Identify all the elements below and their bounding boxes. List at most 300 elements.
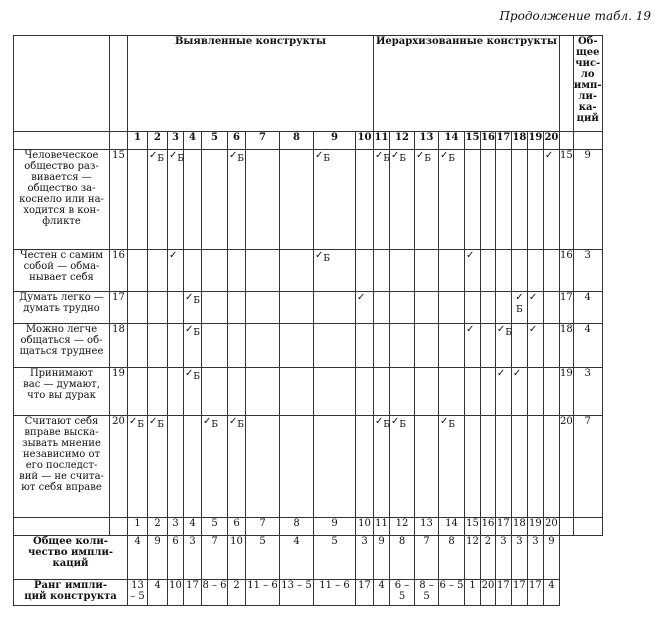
implication-mark <box>149 416 165 430</box>
blank-cell <box>559 536 573 580</box>
rows.4.label-line: вас — думают, <box>23 379 100 390</box>
row-total: 4 <box>573 292 602 324</box>
grid-cell <box>527 150 543 250</box>
column-number: 19 <box>527 132 543 150</box>
grid-cell <box>184 324 202 368</box>
empty-cell <box>110 518 128 536</box>
grid-cell <box>148 416 168 518</box>
construct-row <box>14 250 630 292</box>
grid-cell <box>202 324 228 368</box>
row-number: 18 <box>110 324 128 368</box>
grid-cell <box>356 368 374 416</box>
empty-cell <box>110 132 128 150</box>
check-icon: ✓ <box>357 292 366 303</box>
total-header-line: ка- <box>578 102 597 113</box>
total-implications-value: 5 <box>314 536 356 580</box>
construct-row <box>14 292 630 324</box>
check-icon: ✓ <box>149 150 158 161</box>
grid-cell <box>184 292 202 324</box>
blank-cell <box>573 536 602 580</box>
grid-cell <box>374 416 390 518</box>
grid-cell <box>511 324 527 368</box>
grid-cell <box>280 416 314 518</box>
grid-cell <box>148 150 168 250</box>
b-marker: Б <box>383 420 391 430</box>
grid-cell <box>228 150 246 250</box>
footer-column-number: 13 <box>415 518 439 536</box>
row-number: 19 <box>110 368 128 416</box>
b-marker: Б <box>237 420 245 430</box>
grid-cell <box>128 324 148 368</box>
grid-cell <box>439 324 465 368</box>
rank-value: 4 <box>148 580 168 606</box>
check-icon: ✓ <box>129 416 138 427</box>
footer-column-number: 20 <box>543 518 559 536</box>
column-number: 13 <box>415 132 439 150</box>
grid-cell <box>356 150 374 250</box>
grid-cell <box>314 368 356 416</box>
rank-value: 17 <box>511 580 527 606</box>
rank.label-line: ций конструкта <box>24 591 117 602</box>
construct-label <box>14 292 110 324</box>
grid-cell <box>439 416 465 518</box>
total-header-line: ло <box>580 69 595 80</box>
row-total: 4 <box>573 324 602 368</box>
rows.1.label-line: нывает себя <box>29 272 94 283</box>
total-implications-value: 7 <box>202 536 228 580</box>
grid-cell <box>495 324 511 368</box>
implication-mark <box>185 324 201 338</box>
grid-cell <box>374 368 390 416</box>
check-icon: ✓ <box>528 324 538 335</box>
grid-cell <box>481 416 496 518</box>
rows.5.label-line: его последст- <box>25 460 98 471</box>
implication-mark <box>466 325 474 335</box>
implication-mark <box>169 150 185 164</box>
construct-row <box>14 416 630 518</box>
rows.0.label-line: коснело или на- <box>19 194 104 205</box>
footer-column-number: 16 <box>481 518 496 536</box>
grid-cell <box>128 292 148 324</box>
check-icon: ✓ <box>440 416 449 427</box>
rank-value: 11 – 6 <box>246 580 280 606</box>
header-spacer <box>559 36 573 132</box>
check-icon: ✓ <box>416 150 425 161</box>
implication-mark <box>529 293 537 303</box>
grid-cell <box>374 292 390 324</box>
grid-cell <box>511 292 527 324</box>
rows.2.label-line: Думать легко — <box>19 292 104 303</box>
grid-cell <box>280 368 314 416</box>
grid-cell <box>228 416 246 518</box>
total-header-line: Об- <box>577 36 598 47</box>
grid-cell <box>390 150 415 250</box>
total-header-line: чис- <box>575 58 601 69</box>
column-number: 4 <box>184 132 202 150</box>
b-marker: Б <box>323 154 331 164</box>
empty-cell <box>559 518 573 536</box>
rows.5.label-line: вправе выска- <box>24 427 99 438</box>
grid-cell <box>246 416 280 518</box>
implication-grid-table <box>13 35 630 606</box>
check-icon: ✓ <box>391 150 400 161</box>
implication-mark <box>375 416 391 430</box>
grid-cell <box>184 250 202 292</box>
grid-cell <box>184 368 202 416</box>
rows.1.label-line: собой — обма- <box>23 261 100 272</box>
rows.0.label-line: общество раз- <box>24 161 99 172</box>
total-implications-value: 8 <box>439 536 465 580</box>
check-icon: ✓ <box>391 416 400 427</box>
rows.0.label-line: ходится в кон- <box>23 205 100 216</box>
header-row <box>14 36 630 132</box>
rank-value: 2 <box>228 580 246 606</box>
check-icon: ✓ <box>169 250 178 261</box>
grid-cell <box>374 150 390 250</box>
implication-mark <box>497 369 505 379</box>
grid-cell <box>465 150 481 250</box>
grid-cell <box>246 368 280 416</box>
grid-cell <box>543 292 559 324</box>
total-implications-value: 8 <box>390 536 415 580</box>
footer-column-number: 17 <box>495 518 511 536</box>
footer-column-number: 8 <box>280 518 314 536</box>
column-number: 2 <box>148 132 168 150</box>
rows.2.label-line: думать трудно <box>23 303 100 314</box>
grid-cell <box>246 292 280 324</box>
row-number-right: 18 <box>559 324 573 368</box>
check-icon: ✓ <box>528 292 538 303</box>
column-number: 6 <box>228 132 246 150</box>
rows.3.label-line: Можно легче <box>25 324 98 335</box>
grid-cell <box>356 416 374 518</box>
row-number-right: 16 <box>559 250 573 292</box>
check-icon: ✓ <box>203 416 212 427</box>
implication-mark <box>203 416 219 430</box>
footer-column-number: 9 <box>314 518 356 536</box>
footer-column-number: 6 <box>228 518 246 536</box>
rows.5.label-line: Считают себя <box>24 416 99 427</box>
footer-column-number: 12 <box>390 518 415 536</box>
total-implications-value: 3 <box>527 536 543 580</box>
grid-cell <box>168 292 184 324</box>
row-total: 9 <box>573 150 602 250</box>
footer-column-number: 5 <box>202 518 228 536</box>
grid-cell <box>543 368 559 416</box>
grid-cell <box>495 250 511 292</box>
b-marker: Б <box>193 372 201 382</box>
total-implications-value: 4 <box>128 536 148 580</box>
total-implications-row <box>14 536 630 580</box>
blank-cell <box>573 580 602 606</box>
rank-value: 17 <box>495 580 511 606</box>
total_implications.label-line: чество импли- <box>27 547 114 558</box>
implication-mark <box>149 150 165 164</box>
grid-cell <box>202 416 228 518</box>
construct-label <box>14 324 110 368</box>
total-implications-value: 10 <box>228 536 246 580</box>
grid-cell <box>543 324 559 368</box>
column-number: 3 <box>168 132 184 150</box>
implication-mark <box>545 151 553 161</box>
column-number: 18 <box>511 132 527 150</box>
implication-mark <box>513 369 521 379</box>
rows.5.label-line: вий — не счита- <box>19 471 104 482</box>
implication-mark <box>129 416 145 430</box>
grid-cell <box>390 416 415 518</box>
rank-row <box>14 580 630 606</box>
total-implications-header <box>573 36 602 132</box>
grid-cell <box>202 292 228 324</box>
total-implications-value: 6 <box>168 536 184 580</box>
footer-column-number: 14 <box>439 518 465 536</box>
b-marker: Б <box>193 296 201 306</box>
grid-cell <box>481 368 496 416</box>
column-number: 11 <box>374 132 390 150</box>
check-icon: ✓ <box>544 150 554 161</box>
row-number: 16 <box>110 250 128 292</box>
grid-cell <box>511 368 527 416</box>
column-number: 9 <box>314 132 356 150</box>
check-icon: ✓ <box>496 368 506 379</box>
rows.0.label-line: Человеческое <box>24 150 99 161</box>
implication-mark <box>391 416 407 430</box>
rank-value: 17 <box>527 580 543 606</box>
grid-cell <box>495 416 511 518</box>
rows.3.label-line: общаться — об- <box>20 335 103 346</box>
footer-column-number: 15 <box>465 518 481 536</box>
total-implications-value: 3 <box>184 536 202 580</box>
check-icon: ✓ <box>185 368 194 379</box>
rank-value: 20 <box>481 580 496 606</box>
row-number-right: 15 <box>559 150 573 250</box>
total_implications.label-line: Общее коли- <box>33 536 108 547</box>
b-marker: Б <box>505 328 512 338</box>
column-number: 1 <box>128 132 148 150</box>
rank-value: 10 <box>168 580 184 606</box>
row-total: 7 <box>573 416 602 518</box>
empty-cell <box>573 518 602 536</box>
grid-cell <box>390 250 415 292</box>
corner-num-cell <box>110 36 128 132</box>
grid-cell <box>543 150 559 250</box>
grid-cell <box>168 250 184 292</box>
b-marker: Б <box>157 154 165 164</box>
rank-value: 4 <box>374 580 390 606</box>
construct-row <box>14 368 630 416</box>
grid-cell <box>481 324 496 368</box>
grid-cell <box>314 250 356 292</box>
total-header-line: щее <box>575 47 600 58</box>
grid-cell <box>465 250 481 292</box>
grid-cell <box>148 250 168 292</box>
grid-cell <box>228 250 246 292</box>
total-header-line: ли- <box>578 91 598 102</box>
grid-cell <box>390 292 415 324</box>
grid-cell <box>128 250 148 292</box>
b-marker: Б <box>323 254 331 264</box>
rows.0.label-line: вивается — <box>31 172 92 183</box>
rank-value: 17 <box>184 580 202 606</box>
construct-row <box>14 324 630 368</box>
grid-cell <box>495 292 511 324</box>
grid-cell <box>465 368 481 416</box>
footer-column-number: 18 <box>511 518 527 536</box>
grid-cell <box>511 250 527 292</box>
total-implications-label <box>14 536 128 580</box>
grid-cell <box>527 324 543 368</box>
column-number: 14 <box>439 132 465 150</box>
footer-column-number: 19 <box>527 518 543 536</box>
blank-cell <box>559 580 573 606</box>
grid-cell <box>280 150 314 250</box>
grid-cell <box>202 250 228 292</box>
grid-cell <box>128 416 148 518</box>
check-icon: ✓ <box>315 150 324 161</box>
b-marker: Б <box>157 420 165 430</box>
b-marker: Б <box>399 420 407 430</box>
grid-cell <box>168 416 184 518</box>
check-icon: ✓ <box>512 368 522 379</box>
rows.4.label-line: Принимают <box>29 368 94 379</box>
grid-cell <box>184 416 202 518</box>
implication-mark <box>416 150 432 164</box>
grid-cell <box>527 292 543 324</box>
grid-cell <box>148 368 168 416</box>
empty-cell <box>14 132 110 150</box>
column-number: 16 <box>481 132 496 150</box>
total-header-line: имп- <box>573 80 602 91</box>
grid-cell <box>439 292 465 324</box>
grid-cell <box>148 292 168 324</box>
empty-cell <box>559 132 573 150</box>
total-implications-value: 9 <box>374 536 390 580</box>
check-icon: ✓ <box>315 250 324 261</box>
column-number: 7 <box>246 132 280 150</box>
implication-mark <box>169 251 177 261</box>
check-icon: ✓ <box>440 150 449 161</box>
rows.1.label-line: Честен с самим <box>19 250 104 261</box>
empty-cell <box>14 518 110 536</box>
row-number-right: 20 <box>559 416 573 518</box>
check-icon: ✓ <box>229 416 238 427</box>
footer-column-number: 3 <box>168 518 184 536</box>
check-icon: ✓ <box>496 324 506 335</box>
b-marker: Б <box>516 305 523 315</box>
row-number: 17 <box>110 292 128 324</box>
grid-cell <box>415 368 439 416</box>
implication-mark <box>391 150 407 164</box>
rank-value: 17 <box>356 580 374 606</box>
rank-value: 6 – 5 <box>390 580 415 606</box>
check-icon: ✓ <box>375 150 384 161</box>
implication-mark <box>496 324 512 338</box>
grid-cell <box>465 416 481 518</box>
implication-mark <box>357 293 365 303</box>
grid-cell <box>465 292 481 324</box>
grid-cell <box>415 150 439 250</box>
row-number: 20 <box>110 416 128 518</box>
implication-mark <box>229 416 245 430</box>
column-number: 5 <box>202 132 228 150</box>
grid-cell <box>527 368 543 416</box>
rank-value: 8 – 6 <box>202 580 228 606</box>
rows.0.label-line: общество за- <box>27 183 96 194</box>
rows.0.label-line: фликте <box>42 216 81 227</box>
rows.5.label-line: ют себя вправе <box>21 482 102 493</box>
grid-cell <box>374 324 390 368</box>
b-marker: Б <box>237 154 245 164</box>
grid-cell <box>495 150 511 250</box>
grid-cell <box>128 368 148 416</box>
grid-cell <box>184 150 202 250</box>
implication-mark <box>529 325 537 335</box>
construct-label <box>14 368 110 416</box>
footer-column-number: 2 <box>148 518 168 536</box>
total-implications-value: 3 <box>511 536 527 580</box>
grid-cell <box>481 292 496 324</box>
grid-cell <box>511 416 527 518</box>
grid-cell <box>527 250 543 292</box>
grid-cell <box>495 368 511 416</box>
total-implications-value: 7 <box>415 536 439 580</box>
grid-cell <box>246 250 280 292</box>
hierarchical-constructs-header: Иерархизованные конструкты <box>374 36 560 132</box>
grid-cell <box>280 324 314 368</box>
column-numbers-row <box>14 132 630 150</box>
construct-row <box>14 150 630 250</box>
grid-cell <box>465 324 481 368</box>
row-number-right: 19 <box>559 368 573 416</box>
grid-cell <box>168 150 184 250</box>
grid-cell <box>481 250 496 292</box>
grid-cell <box>356 324 374 368</box>
rank-value: 13 – 5 <box>280 580 314 606</box>
footer-column-number: 10 <box>356 518 374 536</box>
check-icon: ✓ <box>169 150 178 161</box>
grid-cell <box>314 416 356 518</box>
footer-column-number: 11 <box>374 518 390 536</box>
footer-column-number: 1 <box>128 518 148 536</box>
b-marker: Б <box>399 154 407 164</box>
grid-cell <box>314 150 356 250</box>
grid-cell <box>543 250 559 292</box>
check-icon: ✓ <box>466 250 475 261</box>
rank-label <box>14 580 128 606</box>
check-icon: ✓ <box>149 416 158 427</box>
grid-cell <box>415 250 439 292</box>
grid-cell <box>390 368 415 416</box>
construct-label <box>14 250 110 292</box>
grid-cell <box>148 324 168 368</box>
grid-cell <box>314 324 356 368</box>
grid-cell <box>280 292 314 324</box>
rank-value: 13 – 5 <box>128 580 148 606</box>
construct-label <box>14 150 110 250</box>
empty-cell <box>573 132 602 150</box>
grid-cell <box>202 368 228 416</box>
column-number: 10 <box>356 132 374 150</box>
total-implications-value: 9 <box>148 536 168 580</box>
total_implications.label-line: каций <box>52 558 89 569</box>
b-marker: Б <box>137 420 145 430</box>
total-implications-value: 9 <box>543 536 559 580</box>
implication-mark <box>229 150 245 164</box>
grid-cell <box>439 368 465 416</box>
grid-cell <box>246 150 280 250</box>
table-caption: Продолжение табл. 19 <box>499 9 651 23</box>
implication-mark <box>466 251 474 261</box>
